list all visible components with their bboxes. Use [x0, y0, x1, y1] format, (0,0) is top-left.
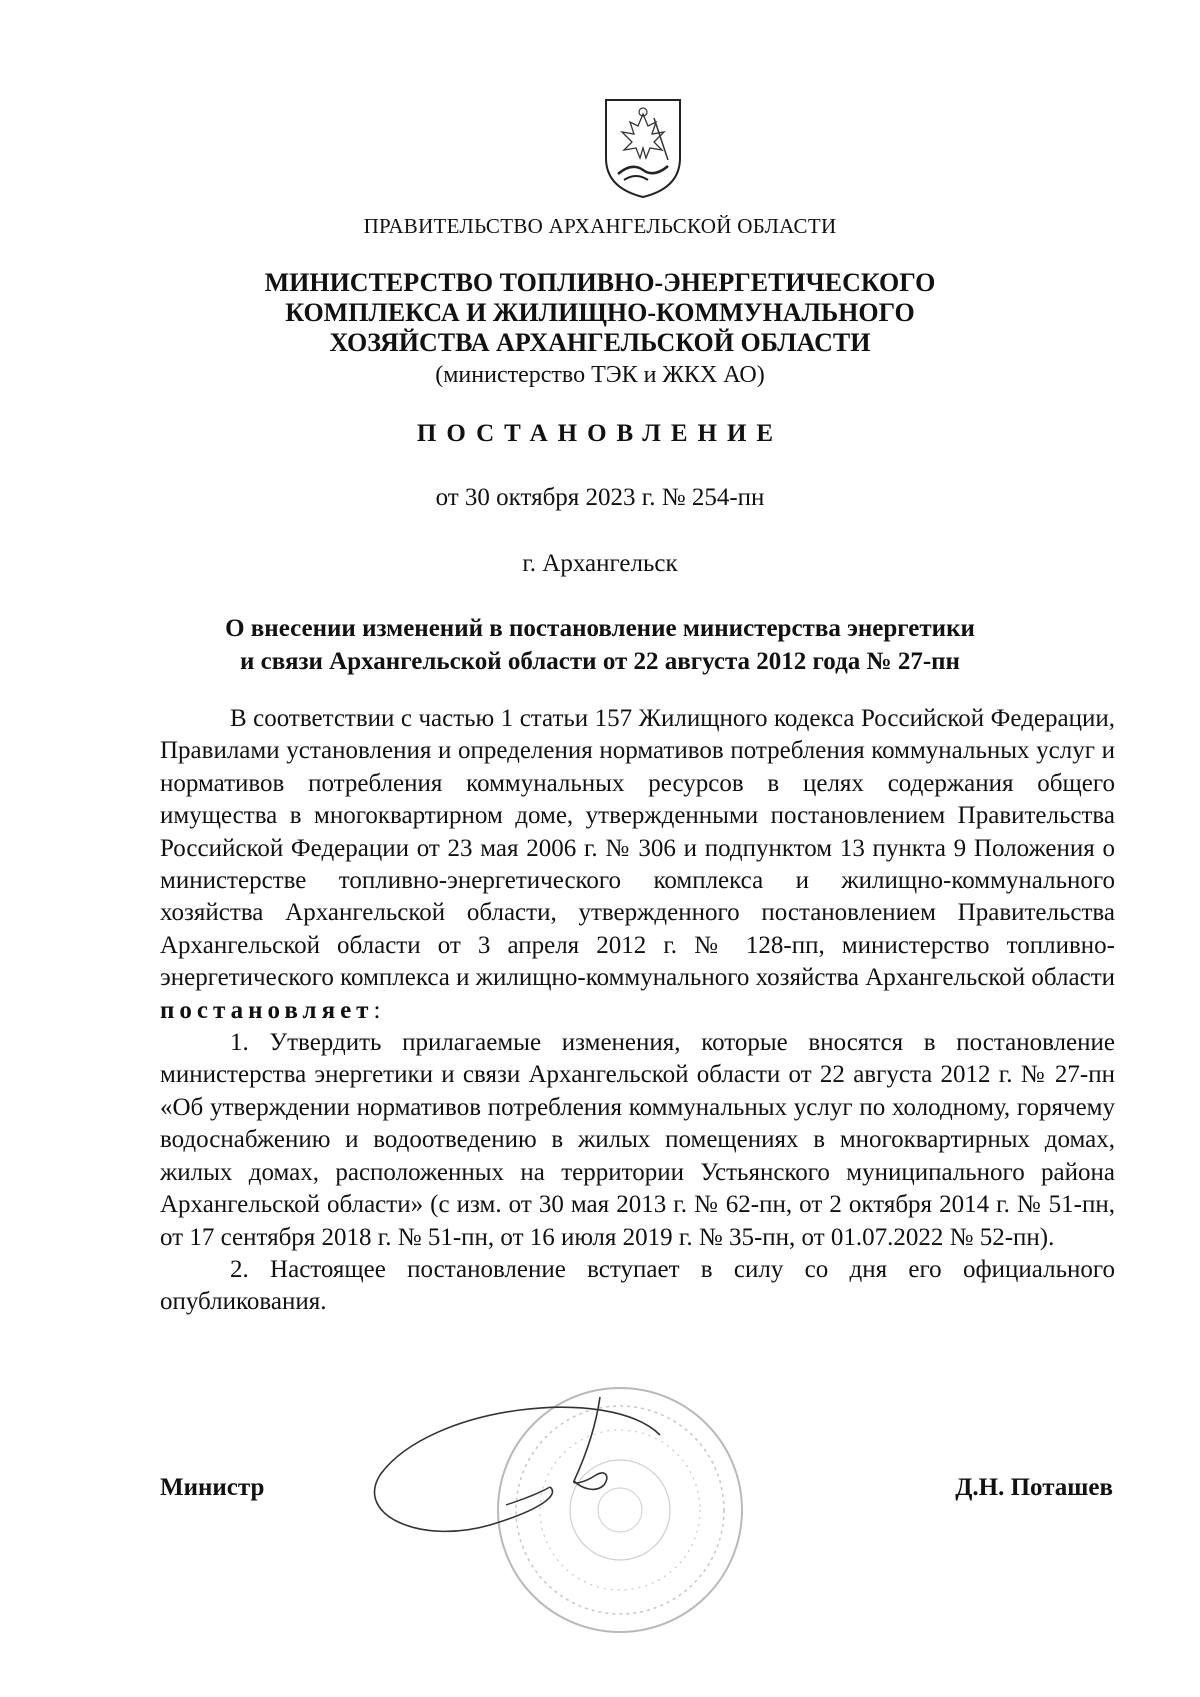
decree-colon: :	[373, 996, 381, 1024]
item-2-paragraph: 2. Настоящее постановление вступает в силу со дня его официального опубликования.	[160, 1255, 1115, 1316]
document-type: ПОСТАНОВЛЕНИЕ	[416, 420, 784, 447]
decree-word: постановляет	[160, 996, 374, 1024]
preamble-text: В соответствии с частью 1 статьи 157 Жилищного кодекса Российской Федерации, Правилами установления и определения нормативов потребления коммунальных услуг и нормативов потребления коммунальных ресурсов в целях содержания общего имущества в многоквартирном доме, утвержденными постановлением Правительства Российской Федерации от 23 мая 2006 г. № 306 и подпунктом 13 пункта 9 Положения о министерстве топливно-энергетического комплекса и жилищно-коммунального хозяйства Архангельской области, утвержденного постановлением Правительства Архангельской области от 3 апреля 2012 г. № 128-пп, министерство топливно-энергетического комплекса и жилищно-коммунального хозяйства Архангельской области	[160, 705, 1115, 992]
ministry-abbreviation: (министерство ТЭК и ЖКХ АО)	[435, 362, 765, 388]
signatory-name: Д.Н. Поташев	[955, 1474, 1113, 1501]
signatory-title: Министр	[160, 1474, 265, 1501]
item-1-paragraph: 1. Утвердить прилагаемые изменения, которые вносятся в постановление министерства энергетики и связи Архангельской области от 22 августа 2012 г. № 27-пн «Об утверждении нормативов потребления коммунальных услуг по холодному, горячему водоснабжению и водоотведению в жилых помещениях в многоквартирных домах, жилых домах, расположенных на территории Устьянского муниципального района Архангельской области» (с изм. от 30 мая 2013 г. № 62-пн, от 2 октября 2014 г. № 51-пн, от 17 сентября 2018 г. № 51-пн, от 16 июля 2019 г. № 35-пн, от 01.07.2022 № 52-пн).	[160, 1029, 1115, 1251]
ministry-line: КОМПЛЕКСА И ЖИЛИЩНО-КОММУНАЛЬНОГО	[285, 298, 915, 327]
subject-line: О внесении изменений в постановление министерства энергетики	[225, 615, 975, 642]
document-date-number: от 30 октября 2023 г. № 254-пн	[435, 484, 765, 511]
document-subject	[0, 612, 1200, 678]
document-body	[160, 703, 1115, 1319]
preamble-paragraph	[160, 703, 1115, 1027]
ministry-name	[0, 268, 1200, 358]
subject-line: и связи Архангельской области от 22 августа 2012 года № 27-пн	[240, 648, 960, 675]
handwritten-signature-icon	[360, 1385, 700, 1545]
coat-of-arms-icon	[602, 96, 684, 200]
ministry-line: МИНИСТЕРСТВО ТОПЛИВНО-ЭНЕРГЕТИЧЕСКОГО	[264, 268, 936, 297]
document-city: г. Архангельск	[522, 550, 678, 577]
government-name: ПРАВИТЕЛЬСТВО АРХАНГЕЛЬСКОЙ ОБЛАСТИ	[363, 214, 837, 238]
ministry-line: ХОЗЯЙСТВА АРХАНГЕЛЬСКОЙ ОБЛАСТИ	[329, 328, 871, 357]
